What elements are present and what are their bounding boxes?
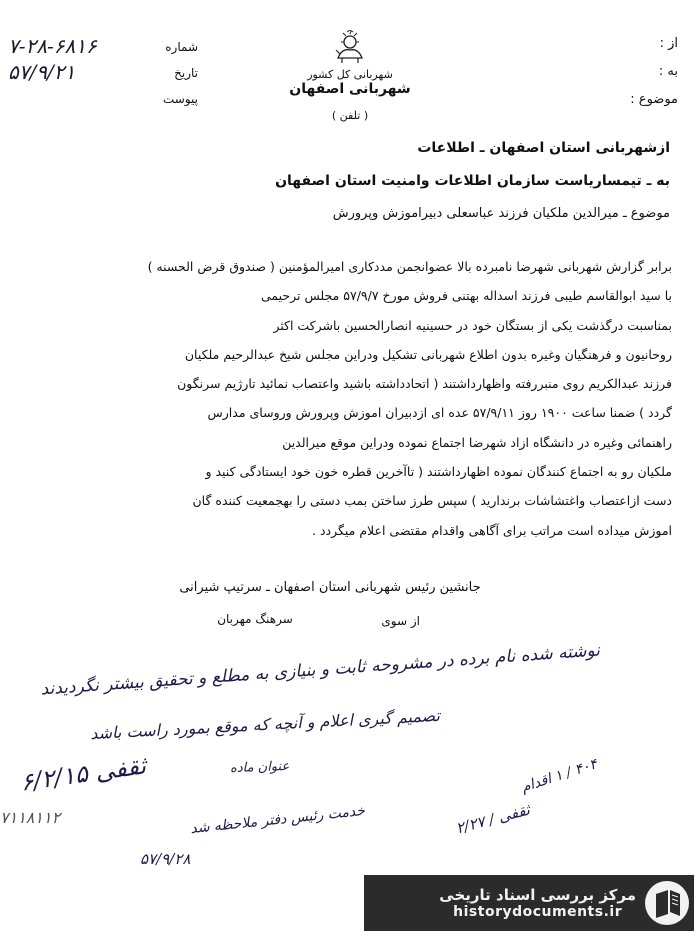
reference-block bbox=[8, 34, 198, 118]
body-line: گردد ) ضمنا ساعت ۱۹۰۰ روز ۵۷/۹/۱۱ عده ای ازدبیران اموزش وپرورش وروسای مدارس bbox=[207, 405, 672, 421]
header-recipient-labels bbox=[568, 36, 678, 120]
letterhead bbox=[250, 30, 450, 122]
handwritten-right-note-1: ۴۰۴ / ۱ اقدام bbox=[519, 756, 600, 796]
watermark-url: historydocuments.ir bbox=[453, 904, 623, 920]
from-label: از : bbox=[659, 36, 678, 51]
signature-line: جانشین رئیس شهربانی استان اصفهان ـ سرتیپ شیرانی bbox=[179, 580, 481, 595]
handwritten-date-1: ۶/۲/۱۵ ثقفی bbox=[18, 751, 148, 797]
body-line: با سید ابوالقاسم طیبی فرزند اسداله بهتنی فروش مورخ ۵۷/۹/۷ مجلس ترحیمی bbox=[260, 288, 672, 304]
letterhead-dept: شهربانی اصفهان bbox=[289, 81, 411, 97]
body-line: برابر گزارش شهربانی شهرضا نامبرده بالا عضوانجمن مددکاری امیرالمؤمنین ( صندوق قرض الحسنه ) bbox=[147, 259, 672, 274]
watermark-text bbox=[439, 886, 636, 920]
signature-name: سرهنگ مهربان bbox=[217, 612, 293, 626]
date-label: تاریخ bbox=[174, 66, 198, 80]
date-value: ۵۷/۹/۲۱ bbox=[8, 60, 76, 84]
to-label: به : bbox=[658, 64, 678, 79]
attachment-label: پیوست bbox=[163, 92, 198, 106]
handwritten-left-number: ۷۱۱۸۱۱۲ bbox=[0, 808, 61, 827]
body-line: روحانیون و فرهنگیان وغیره بدون اطلاع شهربانی تشکیل ودراین مجلس شیخ عبدالرحیم ملکیان bbox=[184, 346, 672, 362]
letterhead-phone: ( تلفن ) bbox=[331, 109, 369, 122]
lion-and-sun-emblem-icon bbox=[332, 30, 368, 66]
handwritten-bottom-note: خدمت رئیس دفتر ملاحظه شد bbox=[189, 802, 366, 838]
letter-body bbox=[24, 252, 672, 545]
body-line: دست ازاعتصاب واغتشاشات برندارید ) سپس طرز ساختن بمب دستی را بهجمعیت کننده گان bbox=[192, 493, 672, 509]
body-line: بمناسبت درگذشت یکی از بستگان خود در حسینیه انصارالحسین باشرکت اکثر bbox=[273, 317, 672, 333]
handwritten-date-2: ۵۷/۹/۲۸ bbox=[140, 850, 191, 868]
handwritten-center-note: عنوان ماده bbox=[229, 758, 290, 777]
body-line: راهنمائی وغیره در دانشگاه ازاد شهرضا اجتماع نموده ودراین موقع میرالدین bbox=[282, 434, 672, 450]
handwritten-right-note-2: ۲/۲۷ / ثقفی bbox=[453, 800, 532, 838]
handwritten-note-2: تصمیم گیری اعلام و آنچه که موقع بمورد راست باشد bbox=[89, 705, 441, 744]
handwritten-note-1: نوشته شده نام برده در مشروحه ثابت و بنیازی به مطلع و تحقیق بیشتر نگردیدند bbox=[39, 640, 601, 700]
number-value: ۷-۲۸-۶۸۱۶ bbox=[8, 34, 97, 58]
letter-subject: موضوع ـ میرالدین ملکیان فرزند عباسعلی دبیراموزش وپرورش bbox=[332, 206, 670, 221]
date-row bbox=[8, 60, 198, 92]
subject-label: موضوع : bbox=[630, 92, 678, 107]
on-behalf-label: از سوی bbox=[381, 614, 420, 628]
book-logo-icon bbox=[644, 880, 690, 926]
letter-to: به ـ تیمساریاست سازمان اطلاعات وامنیت استان اصفهان bbox=[275, 173, 670, 189]
body-line: فرزند عبدالکریم روی منبررفته واظهارداشتند ( اتحادداشته باشید واعتصاب نمائید تارژیم سرنگون bbox=[177, 376, 672, 392]
letterhead-org: شهربانی کل کشور bbox=[307, 68, 393, 81]
watermark-title: مرکز بررسی اسناد تاریخی bbox=[439, 886, 636, 904]
number-label: شماره bbox=[165, 40, 198, 54]
attachment-row bbox=[8, 92, 198, 118]
body-line: ملکیان رو به اجتماع کنندگان نموده اظهارداشتند ( تاآخرین قطره خون خود ایستادگی کنید و bbox=[205, 464, 672, 480]
watermark-banner bbox=[364, 875, 694, 931]
letter-from: ازشهربانی استان اصفهان ـ اطلاعات bbox=[417, 140, 670, 156]
body-line: اموزش میداده است مراتب برای آگاهی واقدام مقتضی اعلام میگردد . bbox=[312, 522, 672, 538]
